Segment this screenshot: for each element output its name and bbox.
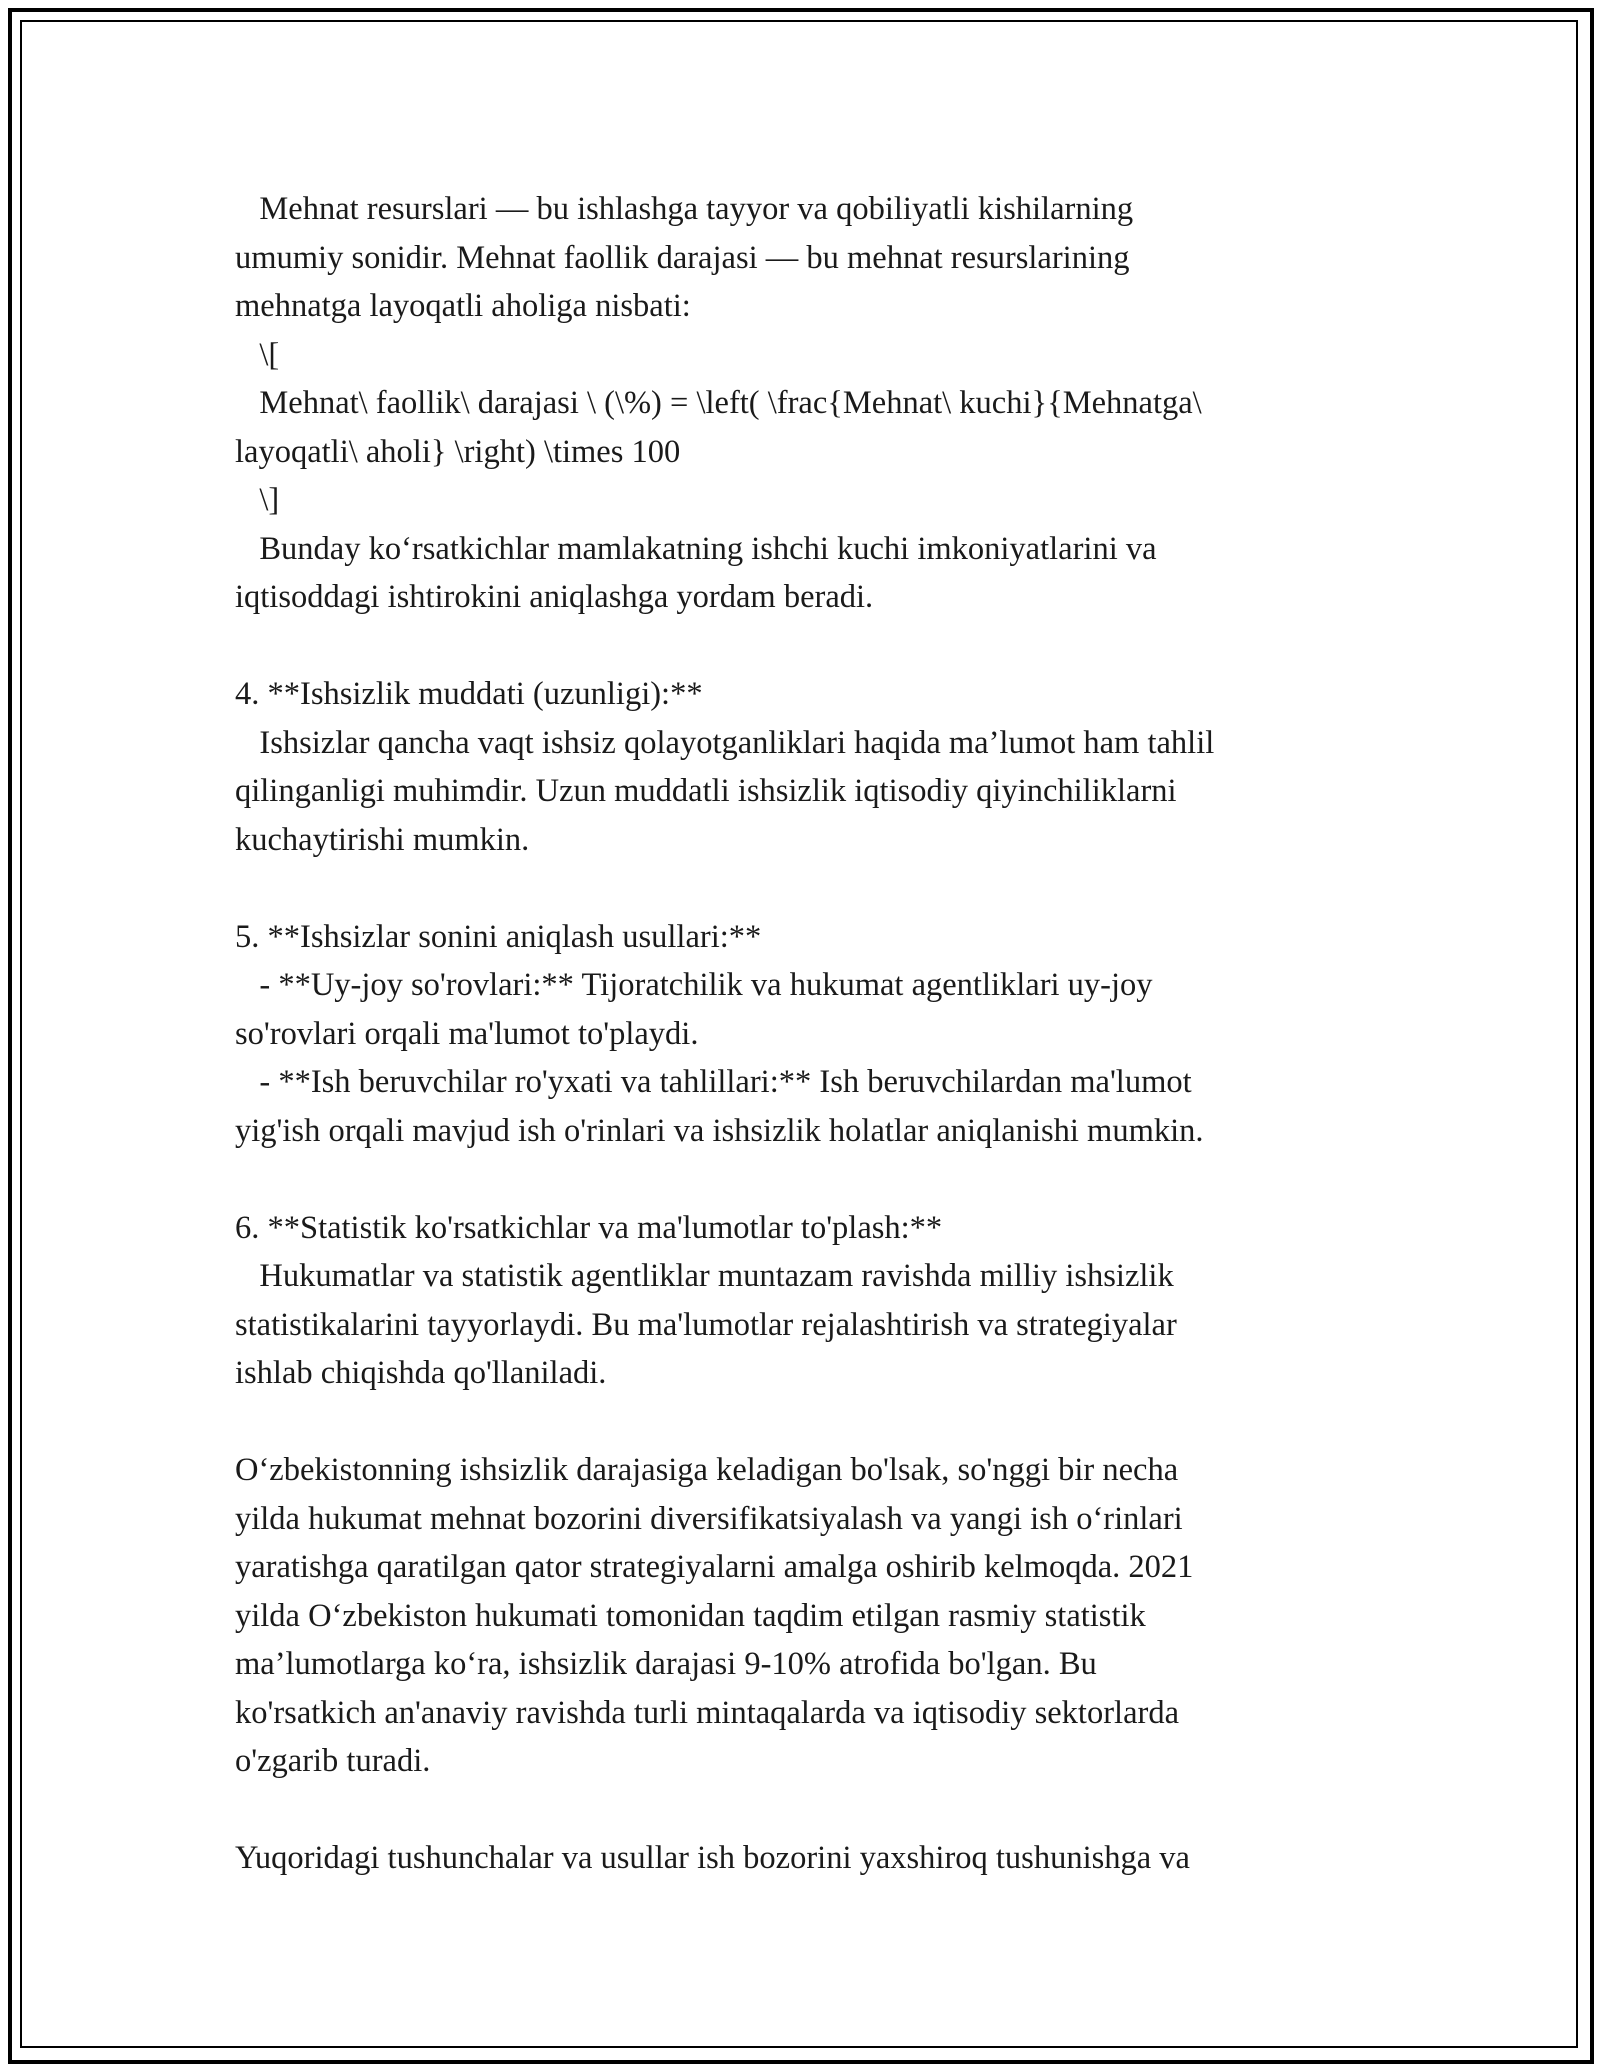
text-line: \[ <box>235 336 280 373</box>
text-line: umumiy sonidir. Mehnat faollik darajasi — bu mehnat resurslarining <box>235 239 1130 276</box>
text-line: yilda O‘zbekiston hukumati tomonidan taqdim etilgan rasmiy statistik <box>235 1597 1146 1634</box>
text-line: yig'ish orqali mavjud ish o'rinlari va ishsizlik holatlar aniqlanishi mumkin. <box>235 1112 1204 1149</box>
text-line: Ishsizlar qancha vaqt ishsiz qolayotganliklari haqida ma’lumot ham tahlil <box>235 724 1215 761</box>
text-line: Bunday ko‘rsatkichlar mamlakatning ishchi kuchi imkoniyatlarini va <box>235 530 1157 567</box>
text-line: Mehnat resurslari — bu ishlashga tayyor va qobiliyatli kishilarning <box>235 191 1134 227</box>
text-line: ishlab chiqishda qo'llaniladi. <box>235 1355 607 1391</box>
text-line: - **Ish beruvchilar ro'yxati va tahlillari:** Ish beruvchilardan ma'lumot <box>235 1064 1192 1100</box>
text-line: mehnatga layoqatli aholiga nisbati: <box>235 288 691 324</box>
text-line: yaratishga qaratilgan qator strategiyalarni amalga oshirib kelmoqda. 2021 <box>235 1549 1194 1585</box>
blank-line <box>235 864 1385 913</box>
text-line: qilinganligi muhimdir. Uzun muddatli ishsizlik iqtisodiy qiyinchiliklarni <box>235 773 1177 809</box>
text-line: 4. **Ishsizlik muddati (uzunligi):** <box>235 676 703 712</box>
blank-line <box>235 1398 1385 1447</box>
text-line: Yuqoridagi tushunchalar va usullar ish bozorini yaxshiroq tushunishga va <box>235 1840 1190 1876</box>
text-line: - **Uy-joy so'rovlari:** Tijoratchilik va hukumat agentliklari uy-joy <box>235 967 1153 1003</box>
text-line: so'rovlari orqali ma'lumot to'playdi. <box>235 1015 699 1052</box>
text-line: Mehnat\ faollik\ darajasi \ (\%) = \left( \frac{Mehnat\ kuchi}{Mehnatga\ <box>235 385 1202 421</box>
text-line: Hukumatlar va statistik agentliklar muntazam ravishda milliy ishsizlik <box>235 1258 1174 1294</box>
document-body <box>235 185 1385 1883</box>
text-line: iqtisoddagi ishtirokini aniqlashga yordam beradi. <box>235 579 874 615</box>
text-line: ko'rsatkich an'anaviy ravishda turli mintaqalarda va iqtisodiy sektorlarda <box>235 1694 1179 1731</box>
blank-line <box>235 622 1385 671</box>
text-line: kuchaytirishi mumkin. <box>235 821 530 858</box>
text-line: layoqatli\ aholi} \right) \times 100 <box>235 433 681 470</box>
text-line: O‘zbekistonning ishsizlik darajasiga keladigan bo'lsak, so'nggi bir necha <box>235 1452 1179 1488</box>
text-line: statistikalarini tayyorlaydi. Bu ma'lumotlar rejalashtirish va strategiyalar <box>235 1306 1177 1343</box>
text-line: 6. **Statistik ko'rsatkichlar va ma'lumotlar to'plash:** <box>235 1209 943 1246</box>
text-line: ma’lumotlarga ko‘ra, ishsizlik darajasi 9-10% atrofida bo'lgan. Bu <box>235 1646 1097 1682</box>
text-line: 5. **Ishsizlar sonini aniqlash usullari:** <box>235 918 762 955</box>
blank-line <box>235 1155 1385 1204</box>
blank-line <box>235 1786 1385 1835</box>
text-line: o'zgarib turadi. <box>235 1743 431 1779</box>
text-line: \] <box>235 482 280 518</box>
text-line: yilda hukumat mehnat bozorini diversifikatsiyalash va yangi ish o‘rinlari <box>235 1500 1183 1537</box>
